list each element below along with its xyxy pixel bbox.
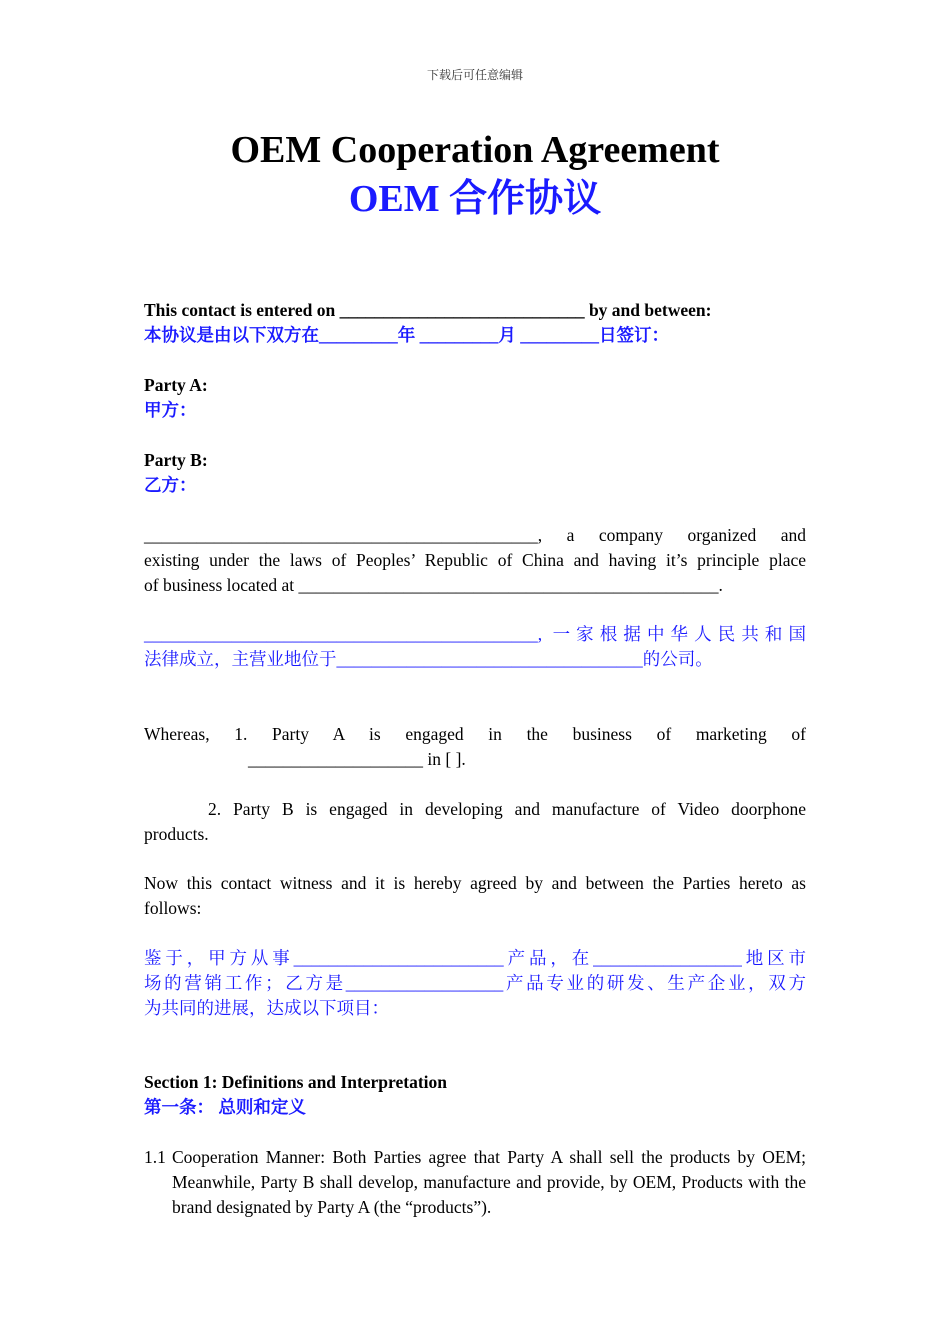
intro-english: This contact is entered on ____________________________ by and between: [144,300,712,320]
title-chinese: OEM 合作协议 [348,178,602,220]
party-b-label-cn: 乙方： [144,475,197,495]
section-1-title: Section 1: Definitions and Interpretation [144,1072,448,1092]
clause-text: Cooperation Manner: Both Parties agree that Party A shall sell the products by OEM; Meanwhile, Party B shall develop, manufacture and provide, by OEM, Products with the brand designated by Party A (the “products”). [172,1147,806,1217]
now-this-paragraph [144,871,806,921]
clause-1-1 [144,1145,806,1220]
company-cn-line-1: _____________________________________________, 一家根据中华人民共和国 [144,624,806,644]
section-1-heading [144,1070,806,1120]
whereas-line-2: ____________________ in [ ]. [248,749,466,769]
intro-chinese: 本协议是由以下双方在_________年 _________月 _________日签订： [144,325,669,345]
whereas-cn-line-2: 场的营销工作；乙方是__________________产品专业的研发、生产企业，双方 [144,973,806,993]
company-en-line-3: of business located at ________________________________________________. [144,575,723,595]
party-a-label: Party A: [144,375,208,395]
whereas-cn-line-3: 为共同的进展，达成以下项目： [144,998,389,1018]
whereas-cn-line-1: 鉴于，甲方从事________________________产品，在_________________地区市 [144,948,806,968]
section-1-title-cn: 第一条： 总则和定义 [144,1097,306,1117]
clause-number: 1.1 [144,1147,166,1167]
title-english: OEM Cooperation Agreement [230,129,720,171]
whereas-line-1: Whereas, 1. Party A is engaged in the business of marketing of [144,724,806,744]
party-b-block [144,448,806,498]
company-en-line-1: _____________________________________________, a company organized and [144,525,806,545]
party-a-block [144,373,806,423]
party-b-label: Party B: [144,450,208,470]
party-a-label-cn: 甲方： [144,400,197,420]
intro-block [144,298,806,348]
whereas-item-2-line-1: 2. Party B is engaged in developing and manufacture of Video doorphone [208,799,806,819]
header-note: 下载后可任意编辑 [426,68,523,82]
whereas-item-2-line-2: products. [144,824,209,844]
whereas-paragraph [144,722,806,772]
company-cn-line-2: 法律成立，主营业地位于___________________________________的公司。 [144,649,713,669]
whereas-item-2 [144,797,806,847]
whereas-cn-paragraph [144,946,806,1021]
now-this-line-1: Now this contact witness and it is hereby agreed by and between the Parties hereto as [144,873,806,893]
company-en-line-2: existing under the laws of Peoples’ Republic of China and having it’s principle place [144,550,806,570]
now-this-line-2: follows: [144,898,202,918]
company-paragraph-en [144,523,806,598]
company-paragraph-cn [144,622,806,672]
